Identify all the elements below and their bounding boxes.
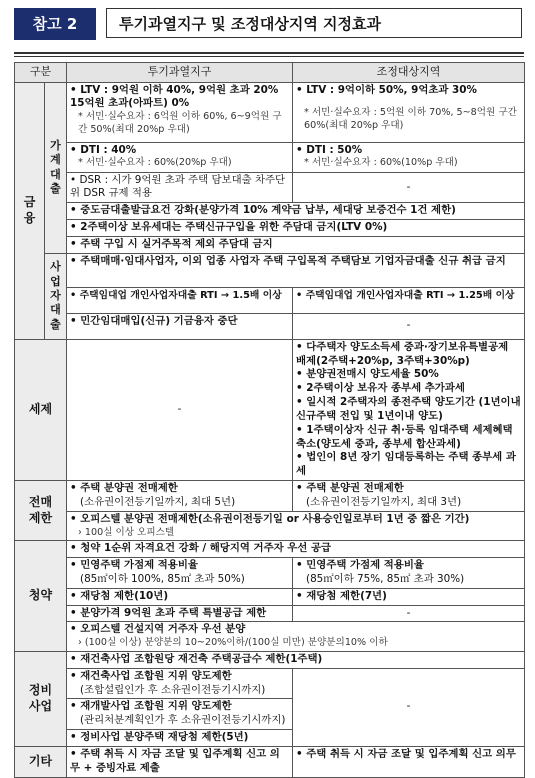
table-row xyxy=(15,236,525,253)
category-finance: 금융 xyxy=(15,82,45,339)
tax-left: - xyxy=(67,339,293,480)
regulation-table xyxy=(14,62,525,778)
resale-left: • 주택 분양권 전매제한 (소유권이전등기일까지, 최대 5년) xyxy=(67,481,293,512)
redev-right: - xyxy=(293,668,525,746)
dti-left: • DTI : 40% * 서민·실수요자 : 60%(20%p 우대) xyxy=(67,142,293,172)
category-household: 가계대출 xyxy=(45,82,67,253)
tax-right: • 다주택자 양도소득세 중과·장기보유특별공제 배제(2주택+20%p, 3주택+30%p) • 분양권전매시 양도세율 50% • 2주택이상 보유자 종부세 추가과세 • 일시적 2주택자의 종전주택 양도기간 (1년이내 신규주택 전입 및 1년이내 양도) • 1주택이상자 신규 취·등록 임대주택 세제혜택 축소(양도세 중과, 종부세 합산과세) • 법인이 8년 장기 임대등록하는 주택 종부세 과세 xyxy=(293,339,525,480)
redev-row-2: • 재건축사업 조합원 지위 양도제한 (조합설립인가 후 소유권이전등기시까지) xyxy=(67,668,293,699)
table-row xyxy=(15,668,525,699)
header-row xyxy=(15,63,525,83)
sub-ratio-right: • 민영주택 가점제 적용비율 (85㎡이하 75%, 85㎡ 초과 30%) xyxy=(293,558,525,589)
category-other: 기타 xyxy=(15,746,67,777)
table-row xyxy=(15,605,525,622)
category-resale: 전매제한 xyxy=(15,481,67,541)
two-house-row: • 2주택이상 보유세대는 주택신규구입을 위한 주담대 금지(LTV 0%) xyxy=(67,220,525,237)
reference-tag: 참고 2 xyxy=(14,8,96,40)
table-row xyxy=(15,172,525,203)
officetel-resale-row: • 오피스텔 분양권 전매제한(소유권이전등기일 or 사용승인일로부터 1년 중 짧은 기간) › 100실 이상 오피스텔 xyxy=(67,511,525,541)
table-row xyxy=(15,511,525,541)
page-title: 투기과열지구 및 조정대상지역 지정효과 xyxy=(106,8,522,38)
table-row xyxy=(15,220,525,237)
jungdo-loan-row: • 중도금대출발급요건 강화(분양가격 10% 계약금 납부, 세대당 보증건수 1건 제한) xyxy=(67,203,525,220)
table-row xyxy=(15,588,525,605)
top-rule-thin xyxy=(14,56,524,57)
redev-row-4: • 정비사업 분양주택 재당첨 제한(5년) xyxy=(67,730,293,747)
category-subscription: 청약 xyxy=(15,541,67,652)
category-tax: 세제 xyxy=(15,339,67,480)
sub-officetel-row: • 오피스텔 건설지역 거주자 우선 분양 › (100실 이상) 분양분의 10~20%이하/(100실 미만) 분양분의10% 이하 xyxy=(67,622,525,652)
sub-rewin-left: • 재당첨 제한(10년) xyxy=(67,588,293,605)
table-row xyxy=(15,339,525,480)
table-row xyxy=(15,481,525,512)
rti-left: • 주택임대업 개인사업자대출 RTI → 1.5배 이상 xyxy=(67,287,293,313)
col-header-category: 구분 xyxy=(15,63,67,83)
rti-right: • 주택임대업 개인사업자대출 RTI → 1.25배 이상 xyxy=(293,287,525,313)
table-row xyxy=(15,652,525,669)
table-row xyxy=(15,313,525,339)
dsr-left: • DSR : 시가 9억원 초과 주택 담보대출 차주단위 DSR 규제 적용 xyxy=(67,172,293,203)
sub-first-row: • 청약 1순위 자격요건 강화 / 해당지역 거주자 우선 공급 xyxy=(67,541,525,558)
private-rent-left: • 민간임대매입(신규) 기금융자 중단 xyxy=(67,313,293,339)
table-row xyxy=(15,203,525,220)
category-business: 사업자대출 xyxy=(45,253,67,339)
private-rent-right: - xyxy=(293,313,525,339)
sub-special-left: • 분양가격 9억원 초과 주택 특별공급 제한 xyxy=(67,605,293,622)
table-row xyxy=(15,558,525,589)
table-row xyxy=(15,287,525,313)
table-row xyxy=(15,253,525,287)
dsr-right: - xyxy=(293,172,525,203)
other-left: • 주택 취득 시 자금 조달 및 입주계획 신고 의무 + 증빙자료 제출 xyxy=(67,746,293,777)
col-header-overheated: 투기과열지구 xyxy=(67,63,293,83)
non-residence-row: • 주택 구입 시 실거주목적 제외 주담대 금지 xyxy=(67,236,525,253)
category-redevelopment: 정비사업 xyxy=(15,652,67,747)
resale-right: • 주택 분양권 전매제한 (소유권이전등기일까지, 최대 3년) xyxy=(293,481,525,512)
dti-right: • DTI : 50% * 서민·실수요자 : 60%(10%p 우대) xyxy=(293,142,525,172)
ltv-left: • LTV : 9억원 이하 40%, 9억원 초과 20% 15억원 초과(아파트) 0% * 서민·실수요자 : 6억원 이하 60%, 6~9억원 구간 50%(최대 20%p 우대) xyxy=(67,82,293,142)
table-row xyxy=(15,541,525,558)
sub-ratio-left: • 민영주택 가점제 적용비율 (85㎡이하 100%, 85㎡ 초과 50%) xyxy=(67,558,293,589)
redev-row-1: • 재건축사업 조합원당 재건축 주택공급수 제한(1주택) xyxy=(67,652,525,669)
ltv-right: • LTV : 9억이하 50%, 9억초과 30% * 서민·실수요자 : 5억원 이하 70%, 5~8억원 구간 60%(최대 20%p 우대) xyxy=(293,82,525,142)
table-row xyxy=(15,746,525,777)
biz-purchase-row: • 주택매매·임대사업자, 이외 업종 사업자 주택 구입목적 주택담보 기업자금대출 신규 취급 금지 xyxy=(67,253,525,287)
table-row xyxy=(15,82,525,142)
table-row xyxy=(15,622,525,652)
title-bar xyxy=(14,8,524,40)
table-row xyxy=(15,142,525,172)
sub-special-right: - xyxy=(293,605,525,622)
redev-row-3: • 재개발사업 조합원 지위 양도제한 (관리처분계획인가 후 소유권이전등기시까지) xyxy=(67,699,293,730)
sub-rewin-right: • 재당첨 제한(7년) xyxy=(293,588,525,605)
other-right: • 주택 취득 시 자금 조달 및 입주계획 신고 의무 xyxy=(293,746,525,777)
col-header-adjusted: 조정대상지역 xyxy=(293,63,525,83)
top-rule xyxy=(14,52,524,54)
